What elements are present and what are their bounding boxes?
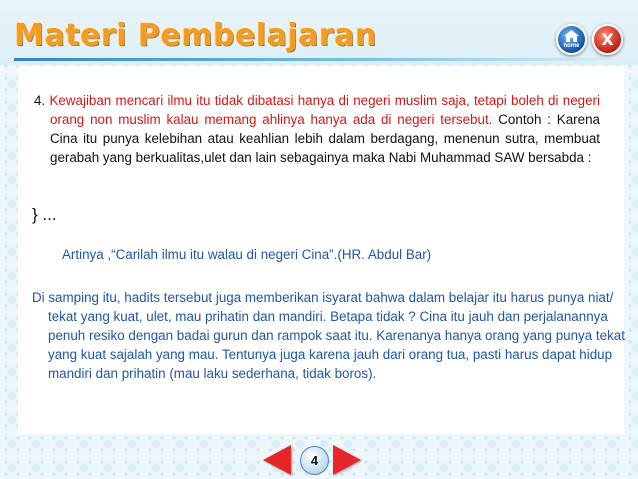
- content-area: [18, 66, 624, 434]
- home-button[interactable]: [556, 24, 587, 55]
- point-number: 4.: [34, 93, 46, 108]
- translation-text: Artinya ,“Carilah ilmu itu walau di negeri Cina”.(HR. Abdul Bar): [62, 247, 432, 262]
- home-label: home: [563, 43, 580, 49]
- page-title: Materi Pembelajaran: [14, 18, 377, 53]
- arrow-left-icon[interactable]: [263, 445, 291, 475]
- arabic-placeholder-line: } ...: [32, 205, 57, 224]
- point-4-red-text: Kewajiban mencari ilmu itu tidak dibatasi hanya di negeri muslim saja, tetapi boleh di negeri orang non muslim kalau memang ahlinya hanya ada di negeri tersebut.: [49, 93, 600, 127]
- page-number-badge: 4: [300, 446, 329, 475]
- home-icon: [563, 29, 580, 43]
- title-underline: [14, 58, 624, 61]
- point-4-paragraph: [34, 91, 600, 167]
- arrow-right-icon[interactable]: [333, 445, 361, 475]
- point-4-black-text: Contoh : Karena Cina itu punya kelebihan atau keahlian lebih dalam berdagang, menenun sutra, membuat gerabah yang berkualitas,ulet dan lain sebagainya maka Nabi Muhammad SAW bersabda :: [50, 112, 600, 165]
- explanation-paragraph: Di samping itu, hadits tersebut juga memberikan isyarat bahwa dalam belajar itu harus punya niat/ tekat yang kuat, ulet, mau prihatin dan mandiri. Betapa tidak ? Cina itu jauh dan perjalanannya penuh resiko dengan badai gurun dan rampok saat itu. Karenanya hanya orang yang punya tekat yang kuat sajalah yang mau. Tentunya juga karena jauh dari orang tua, pasti harus dapat hidup mandiri dan prihatin (mau laku sederhana, tidak boros).: [32, 290, 625, 381]
- close-button[interactable]: [592, 24, 623, 55]
- close-icon: X: [601, 30, 614, 49]
